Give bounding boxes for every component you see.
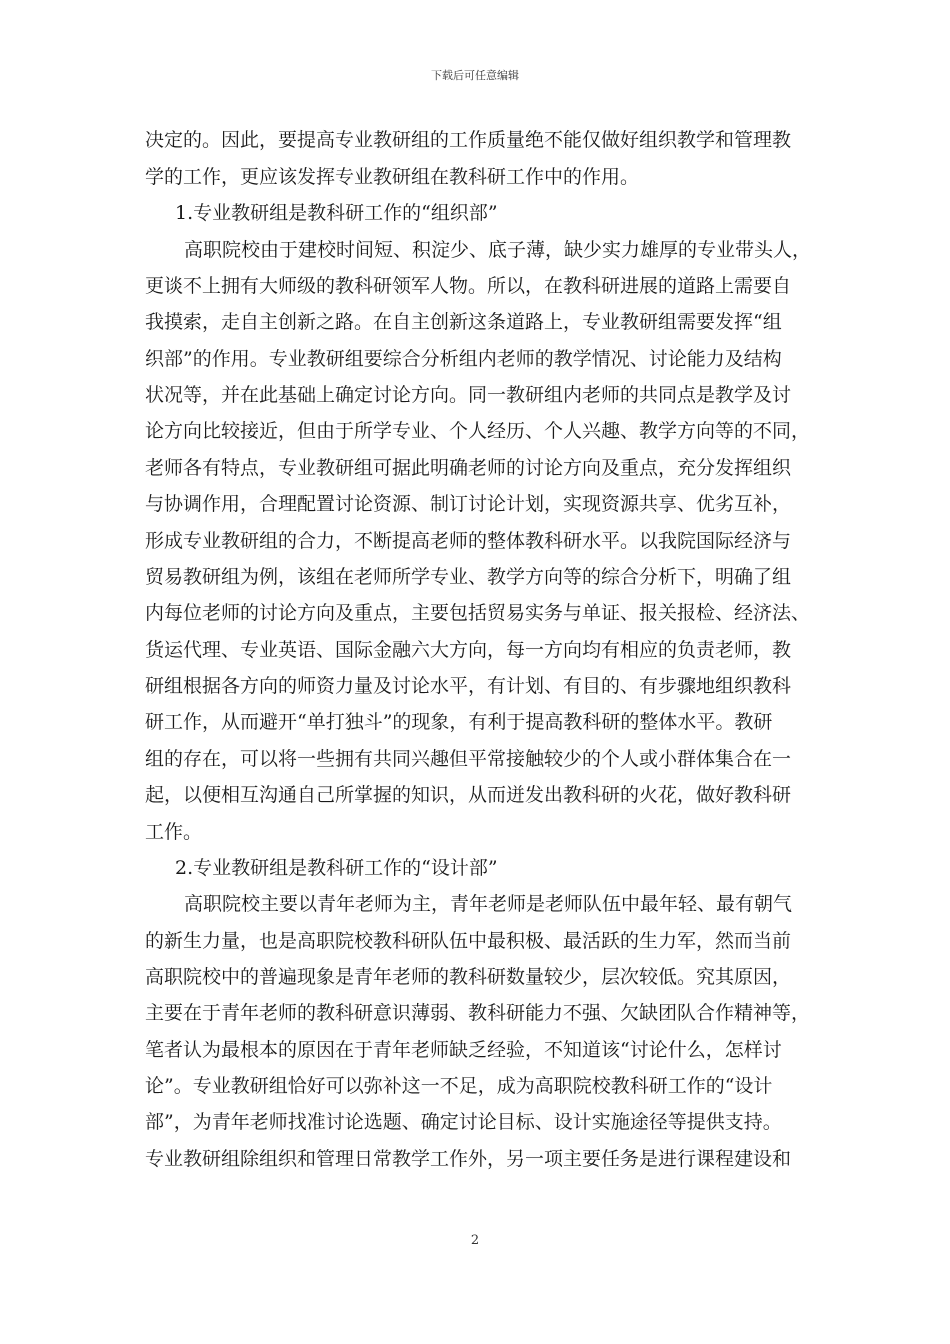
body-line: 内每位老师的讨论方向及重点，主要包括贸易实务与单证、报关报检、经济法、 (145, 602, 811, 624)
body-line: 部”，为青年老师找准讨论选题、确定讨论目标、设计实施途径等提供支持。 (145, 1111, 782, 1133)
body-line: 论方向比较接近，但由于所学专业、个人经历、个人兴趣、教学方向等的不同， (145, 420, 811, 442)
body-line: 高职院校中的普遍现象是青年老师的教科研数量较少，层次较低。究其原因， (145, 966, 792, 988)
body-line: 研工作，从而避开“单打独斗”的现象，有利于提高教科研的整体水平。教研 (145, 711, 773, 733)
body-line: 更谈不上拥有大师级的教科研领军人物。所以，在教科研进展的道路上需要自 (145, 275, 792, 297)
body-line: 形成专业教研组的合力，不断提高老师的整体教科研水平。以我院国际经济与 (145, 530, 792, 552)
page-number: 2 (470, 1233, 480, 1248)
body-line: 贸易教研组为例，该组在老师所学专业、教学方向等的综合分析下，明确了组 (145, 566, 792, 588)
body-line: 的新生力量，也是高职院校教科研队伍中最积极、最活跃的生力军，然而当前 (145, 930, 792, 952)
body-line: 笔者认为最根本的原因在于青年老师缺乏经验，不知道该“讨论什么，怎样讨 (145, 1039, 782, 1061)
body-line: 货运代理、专业英语、国际金融六大方向，每一方向均有相应的负责老师，教 (145, 639, 792, 661)
body-line: 研组根据各方向的师资力量及讨论水平，有计划、有目的、有步骤地组织教科 (145, 675, 792, 697)
paragraph-start: 高职院校主要以青年老师为主，青年老师是老师队伍中最年轻、最有朝气 (184, 893, 793, 915)
body-line: 论”。专业教研组恰好可以弥补这一不足，成为高职院校教科研工作的“设计 (145, 1075, 773, 1097)
body-line: 状况等，并在此基础上确定讨论方向。同一教研组内老师的共同点是教学及讨 (145, 384, 792, 406)
body-line: 工作。 (145, 821, 203, 843)
paragraph-start: 高职院校由于建校时间短、积淀少、底子薄，缺少实力雄厚的专业带头人， (184, 239, 812, 261)
body-line: 学的工作，更应该发挥专业教研组在教科研工作中的作用。 (145, 166, 640, 188)
page-header: 下载后可任意编辑 (431, 69, 519, 82)
section-heading-1: 1.专业教研组是教科研工作的“组织部” (175, 202, 498, 224)
body-line: 起，以便相互沟通自己所掌握的知识，从而迸发出教科研的火花，做好教科研 (145, 784, 792, 806)
body-line: 专业教研组除组织和管理日常教学工作外，另一项主要任务是进行课程建设和 (145, 1148, 792, 1170)
body-line: 与协调作用，合理配置讨论资源、制订讨论计划，实现资源共享、优劣互补， (145, 493, 792, 515)
body-line: 老师各有特点，专业教研组可据此明确老师的讨论方向及重点，充分发挥组织 (145, 457, 792, 479)
body-line: 我摸索，走自主创新之路。在自主创新这条道路上，专业教研组需要发挥“组 (145, 311, 782, 333)
section-heading-2: 2.专业教研组是教科研工作的“设计部” (175, 857, 498, 879)
body-line: 组的存在，可以将一些拥有共同兴趣但平常接触较少的个人或小群体集合在一 (145, 748, 792, 770)
body-line: 决定的。因此，要提高专业教研组的工作质量绝不能仅做好组织教学和管理教 (145, 129, 792, 151)
body-line: 织部”的作用。专业教研组要综合分析组内老师的教学情况、讨论能力及结构 (145, 348, 782, 370)
body-line: 主要在于青年老师的教科研意识薄弱、教科研能力不强、欠缺团队合作精神等， (145, 1002, 811, 1024)
